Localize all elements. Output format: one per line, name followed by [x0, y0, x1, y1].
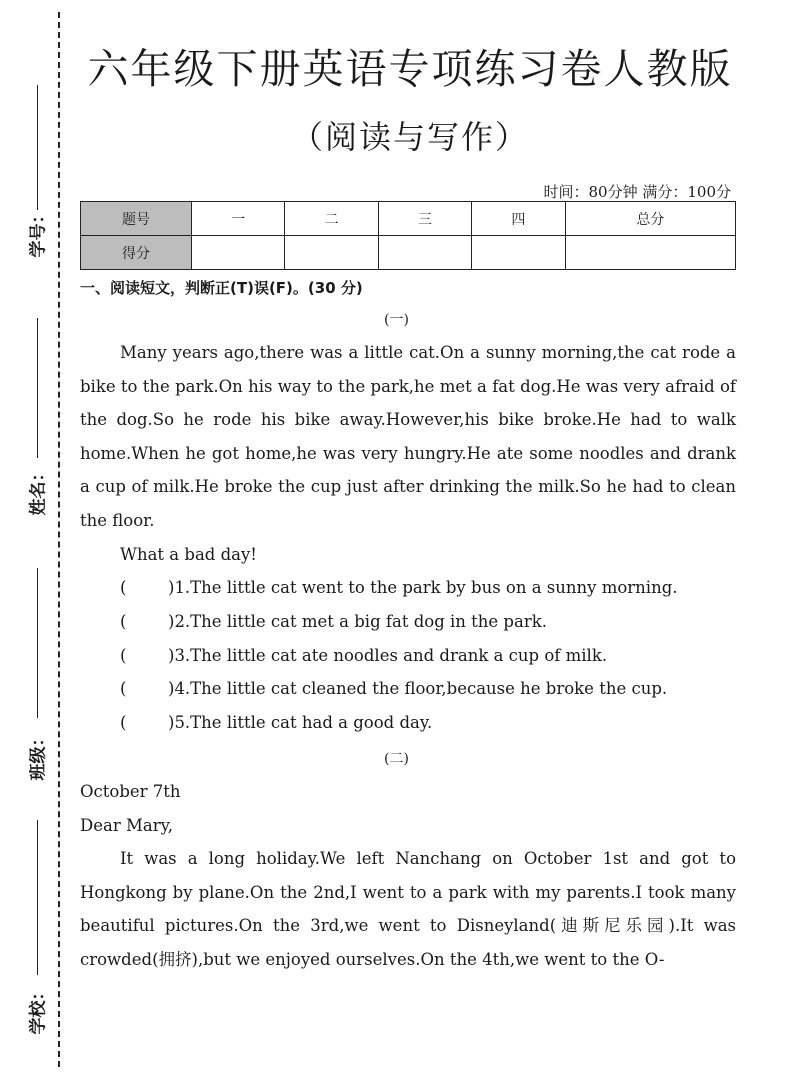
answer-blank[interactable]: ( [120, 612, 127, 631]
question-item[interactable]: ( )3.The little cat ate noodles and drank a cup of milk. [120, 646, 608, 665]
reading-passage-1 [80, 336, 736, 571]
letter-date: October 7th [80, 782, 181, 801]
question-text: 4.The little cat cleaned the floor,because he broke the cup. [174, 679, 668, 698]
reading-passage-2 [80, 775, 736, 977]
passage-exclaim: What a bad day! [120, 544, 257, 564]
table-header-cell: 一 [192, 202, 285, 236]
score-cell[interactable] [378, 236, 471, 270]
table-header-cell: 得分 [81, 236, 192, 270]
answer-blank[interactable]: ( [120, 679, 127, 698]
question-text: 3.The little cat ate noodles and drank a cup of milk. [174, 646, 608, 665]
part-label: (二) [384, 751, 409, 767]
passage-paragraph: It was a long holiday.We left Nanchang on October 1st and got to Hongkong by plane.On the 2nd,I went to a park with my parents.I took many beautiful pictures.On the 3rd,we went to Disneyland(迪斯尼乐园).It was crowded(拥挤),but we enjoyed ourselves.On the 4th,we went to the O- [80, 849, 736, 969]
page-subtitle: （阅读与写作） [290, 118, 529, 156]
score-cell[interactable] [472, 236, 565, 270]
letter-greeting: Dear Mary, [80, 815, 173, 835]
name-field[interactable] [20, 318, 50, 518]
time-info: 时间：80分钟 满分：100分 [543, 183, 731, 201]
table-header-cell: 题号 [81, 202, 192, 236]
question-item[interactable]: ( )4.The little cat cleaned the floor,because he broke the cup. [120, 679, 668, 698]
table-header-cell: 总分 [565, 202, 735, 236]
question-item[interactable]: ( )2.The little cat met a big fat dog in the park. [120, 612, 547, 631]
table-header-cell: 四 [472, 202, 565, 236]
score-cell[interactable] [565, 236, 735, 270]
cut-line [58, 12, 60, 1067]
table-row [81, 236, 736, 270]
score-table [80, 201, 736, 270]
student-number-field[interactable] [20, 85, 50, 265]
school-field[interactable] [20, 820, 50, 1060]
table-header-cell: 三 [378, 202, 471, 236]
table-header-cell: 二 [285, 202, 378, 236]
score-cell[interactable] [192, 236, 285, 270]
answer-blank[interactable]: ( [120, 578, 127, 597]
question-text: 2.The little cat met a big fat dog in the park. [174, 612, 547, 631]
passage-paragraph: Many years ago,there was a little cat.On a sunny morning,the cat rode a bike to the park.On his way to the park,he met a fat dog.He was very afraid of the dog.So he rode his bike away.However,his bike broke.He had to walk home.When he got home,he was very hungry.He ate some noodles and drank a cup of milk.He broke the cup just after drinking the milk.So he had to clean the floor. [80, 343, 736, 530]
answer-blank[interactable]: ( [120, 646, 127, 665]
field-label: 学号： [28, 206, 49, 258]
field-label: 学校： [28, 983, 49, 1035]
question-item[interactable]: ( )5.The little cat had a good day. [120, 713, 433, 732]
binding-margin [0, 0, 70, 1072]
field-label: 班级： [28, 729, 49, 781]
page-title: 六年级下册英语专项练习卷人教版 [87, 45, 733, 93]
part-label: (一) [384, 312, 409, 328]
score-cell[interactable] [285, 236, 378, 270]
section-title: 一、阅读短文，判断正(T)误(F)。(30 分) [80, 279, 363, 297]
question-item[interactable]: ( )1.The little cat went to the park by bus on a sunny morning. [120, 578, 678, 597]
answer-blank[interactable]: ( [120, 713, 127, 732]
field-label: 姓名： [28, 464, 49, 516]
table-row [81, 202, 736, 236]
question-text: 5.The little cat had a good day. [174, 713, 433, 732]
question-text: 1.The little cat went to the park by bus on a sunny morning. [174, 578, 678, 597]
